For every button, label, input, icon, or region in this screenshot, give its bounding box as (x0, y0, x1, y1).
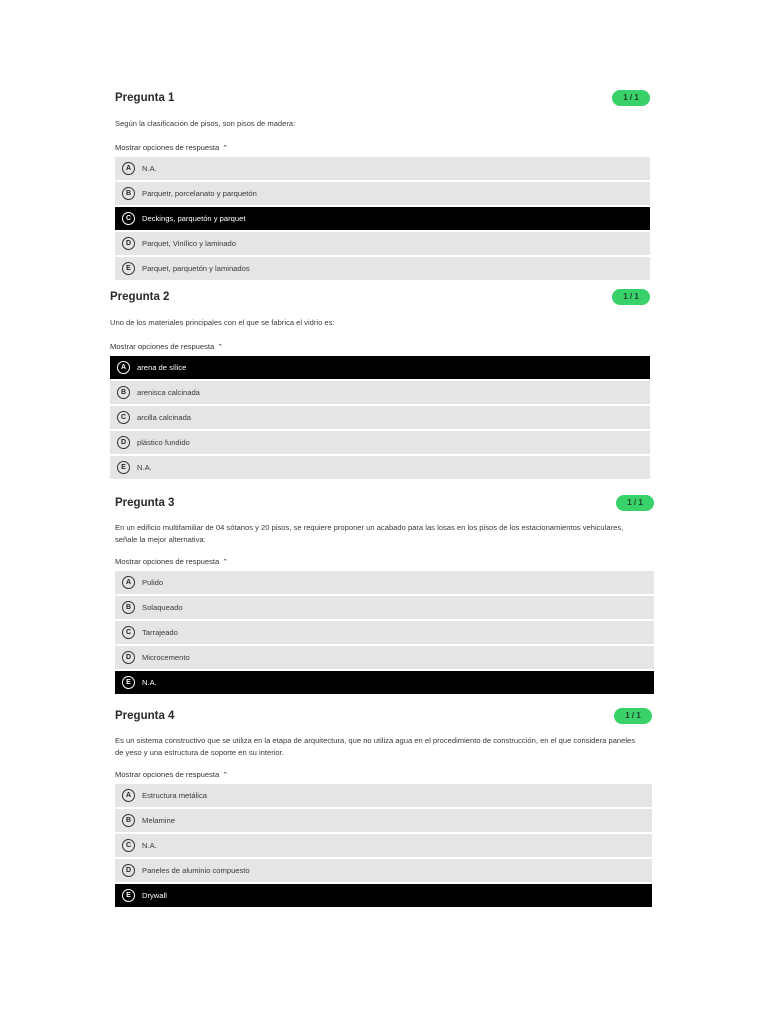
option-letter-badge: E (122, 676, 135, 689)
show-options-toggle[interactable] (115, 142, 228, 155)
option-letter-badge: E (122, 262, 135, 275)
option-letter-badge: D (122, 237, 135, 250)
option-d[interactable] (115, 646, 654, 669)
option-letter-badge: A (117, 361, 130, 374)
option-label: Drywall (142, 891, 167, 900)
option-letter-badge: D (122, 864, 135, 877)
option-label: N.A. (142, 841, 157, 850)
question-header (110, 289, 650, 309)
question-4 (115, 708, 652, 909)
question-text: Es un sistema constructivo que se utiliza en la etapa de arquitectura, que no utiliza agua en el procedimiento de construcción, en el que considera paneles de yeso y una estructura de soporte en su interior. (115, 736, 636, 757)
option-letter-badge: D (117, 436, 130, 449)
option-label: arena de sílice (137, 363, 187, 372)
option-b[interactable] (115, 182, 650, 205)
option-c[interactable] (115, 834, 652, 857)
question-text: Uno de los materiales principales con el que se fabrica el vidrio es: (110, 318, 335, 327)
option-e[interactable] (115, 257, 650, 280)
option-letter-badge: D (122, 651, 135, 664)
option-e-selected[interactable] (115, 671, 654, 694)
question-text: Según la clasificación de pisos, son pisos de madera: (115, 119, 296, 128)
option-label: arcilla calcinada (137, 413, 192, 422)
option-label: Estructura metálica (142, 791, 207, 800)
option-label: N.A. (142, 678, 157, 687)
question-title: Pregunta 2 (110, 291, 170, 303)
option-label: Solaqueado (142, 603, 183, 612)
option-letter-badge: A (122, 789, 135, 802)
question-header (115, 90, 650, 110)
option-label: Parquet, Vinílico y laminado (142, 239, 236, 248)
question-title: Pregunta 1 (115, 92, 175, 104)
option-letter-badge: A (122, 162, 135, 175)
option-a[interactable] (115, 784, 652, 807)
option-letter-badge: B (122, 814, 135, 827)
answer-options (115, 571, 654, 694)
toggle-label: Mostrar opciones de respuesta (115, 557, 220, 566)
toggle-label: Mostrar opciones de respuesta (115, 770, 220, 779)
option-a[interactable] (115, 571, 654, 594)
option-letter-badge: C (122, 212, 135, 225)
question-2 (110, 289, 650, 481)
option-d[interactable] (115, 232, 650, 255)
show-options-toggle[interactable] (115, 556, 228, 569)
option-c-selected[interactable] (115, 207, 650, 230)
score-badge: 1 / 1 (612, 90, 650, 106)
option-label: Paneles de aluminio compuesto (142, 866, 250, 875)
answer-options (115, 784, 652, 907)
score-badge: 1 / 1 (612, 289, 650, 305)
chevron-up-icon: ⌃ (217, 344, 224, 351)
option-d[interactable] (110, 431, 650, 454)
question-header (115, 495, 654, 515)
option-e-selected[interactable] (115, 884, 652, 907)
option-label: Melamine (142, 816, 175, 825)
option-letter-badge: E (122, 889, 135, 902)
option-b[interactable] (110, 381, 650, 404)
toggle-label: Mostrar opciones de respuesta (110, 342, 215, 351)
option-label: N.A. (142, 164, 157, 173)
option-label: Microcemento (142, 653, 190, 662)
option-label: Tarrajeado (142, 628, 178, 637)
option-letter-badge: C (122, 839, 135, 852)
option-label: Parquetr, porcelanato y parquetón (142, 189, 257, 198)
option-label: plástico fundido (137, 438, 190, 447)
chevron-up-icon: ⌃ (222, 145, 229, 152)
option-label: N.A. (137, 463, 152, 472)
question-text: En un edificio multifamiliar de 04 sótanos y 20 pisos, se requiere proponer un acabado para las losas en los pisos de los estacionamientos vehiculares, señale la mejor alternativa: (115, 523, 624, 544)
option-label: Deckings, parquetón y parquet (142, 214, 246, 223)
option-a[interactable] (115, 157, 650, 180)
option-letter-badge: B (117, 386, 130, 399)
option-b[interactable] (115, 596, 654, 619)
option-letter-badge: B (122, 601, 135, 614)
option-label: Parquet, parquetón y laminados (142, 264, 250, 273)
question-title: Pregunta 4 (115, 710, 175, 722)
option-label: Pulido (142, 578, 164, 587)
score-badge: 1 / 1 (616, 495, 654, 511)
option-b[interactable] (115, 809, 652, 832)
question-3 (115, 495, 654, 696)
option-c[interactable] (115, 621, 654, 644)
option-c[interactable] (110, 406, 650, 429)
option-letter-badge: A (122, 576, 135, 589)
score-badge: 1 / 1 (614, 708, 652, 724)
chevron-up-icon: ⌃ (222, 772, 229, 779)
question-1 (115, 90, 650, 282)
option-letter-badge: E (117, 461, 130, 474)
option-letter-badge: B (122, 187, 135, 200)
question-header (115, 708, 652, 728)
show-options-toggle[interactable] (110, 341, 223, 354)
option-label: arenisca calcinada (137, 388, 200, 397)
option-e[interactable] (110, 456, 650, 479)
option-letter-badge: C (122, 626, 135, 639)
option-letter-badge: C (117, 411, 130, 424)
option-d[interactable] (115, 859, 652, 882)
answer-options (110, 356, 650, 479)
chevron-up-icon: ⌃ (222, 559, 229, 566)
answer-options (115, 157, 650, 280)
option-a-selected[interactable] (110, 356, 650, 379)
show-options-toggle[interactable] (115, 769, 228, 782)
question-title: Pregunta 3 (115, 497, 175, 509)
toggle-label: Mostrar opciones de respuesta (115, 143, 220, 152)
